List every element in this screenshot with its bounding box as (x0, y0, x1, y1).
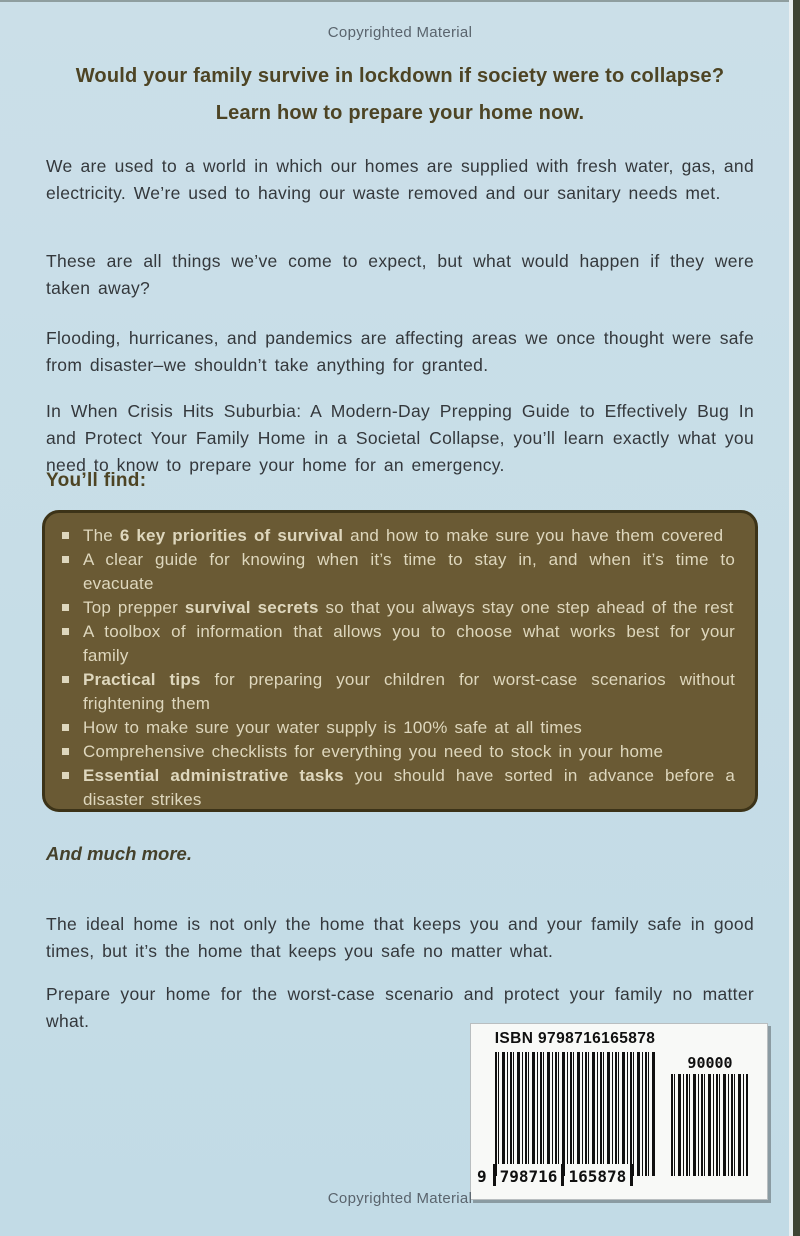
bullet-square-icon (62, 724, 69, 731)
photo-top-edge (0, 0, 800, 2)
headline-line-2: Learn how to prepare your home now. (215, 102, 585, 124)
isbn-number-label: ISBN 9798716165878 (494, 1030, 656, 1047)
cover-headline (0, 58, 800, 132)
features-box (42, 510, 758, 812)
barcode-digit-group-1: 798716 (498, 1164, 560, 1186)
barcode-guard-icon (630, 1164, 633, 1186)
book-title-paragraph: In When Crisis Hits Suburbia: A Modern-Day Prepping Guide to Effectively Bug In and Protect Your Family Home in a Societal Collapse, you’ll learn exactly what you need to know to prepare your home for an emergency. (46, 400, 754, 475)
bullet-square-icon (62, 772, 69, 779)
bullet-square-icon (62, 556, 69, 563)
cover-right-dark-edge (793, 0, 800, 1236)
disaster-paragraph: Flooding, hurricanes, and pandemics are affecting areas we once thought were safe from disaster–we shouldn’t take anything for granted. (46, 327, 754, 375)
feature-list-item: A toolbox of information that allows you to choose what works best for your family (61, 620, 735, 668)
bullet-square-icon (62, 532, 69, 539)
barcode-guard-icon (493, 1164, 496, 1186)
and-much-more-note: And much more. (46, 843, 192, 864)
feature-list-item: The 6 key priorities of survival and how to make sure you have them covered (61, 524, 735, 548)
barcode-digits (477, 1164, 633, 1186)
isbn-barcode-block (470, 1023, 768, 1200)
barcode-supplement-number: 90000 (687, 1054, 733, 1072)
feature-list-item: A clear guide for knowing when it’s time to stay in, and when it’s time to evacuate (61, 548, 735, 596)
bullet-square-icon (62, 604, 69, 611)
barcode-digit-group-2: 165878 (566, 1164, 628, 1186)
barcode-bars-supplement (671, 1074, 749, 1176)
barcode-bars-main (495, 1052, 657, 1176)
bullet-square-icon (62, 628, 69, 635)
bullet-square-icon (62, 748, 69, 755)
youll-find-heading: You’ll find: (46, 470, 147, 491)
feature-list-item: Comprehensive checklists for everything you need to stock in your home (61, 740, 735, 764)
feature-list-item: How to make sure your water supply is 100% safe at all times (61, 716, 735, 740)
intro-paragraph: We are used to a world in which our homes are supplied with fresh water, gas, and electricity. We’re used to having our waste removed and our sanitary needs met. (46, 155, 754, 203)
feature-list-item: Practical tips for preparing your children for worst-case scenarios without frightening them (61, 668, 735, 716)
bullet-square-icon (62, 676, 69, 683)
headline-line-1: Would your family survive in lockdown if society were to collapse? (75, 65, 725, 87)
feature-list-item: Essential administrative tasks you should have sorted in advance before a disaster strikes (61, 764, 735, 812)
barcode-guard-icon (561, 1164, 564, 1186)
copyright-watermark-bottom: Copyrighted Material (327, 1190, 473, 1207)
feature-list-item: Top prepper survival secrets so that you always stay one step ahead of the rest (61, 596, 735, 620)
closing-paragraph: Prepare your home for the worst-case scenario and protect your family no matter what. (46, 983, 754, 1031)
barcode-digit-lead: 9 (477, 1167, 487, 1186)
copyright-watermark-top: Copyrighted Material (327, 24, 473, 41)
expectation-paragraph: These are all things we’ve come to expect, but what would happen if they were taken away? (46, 250, 754, 298)
ideal-home-paragraph: The ideal home is not only the home that keeps you and your family safe in good times, but it’s the home that keeps you safe no matter what. (46, 913, 754, 961)
